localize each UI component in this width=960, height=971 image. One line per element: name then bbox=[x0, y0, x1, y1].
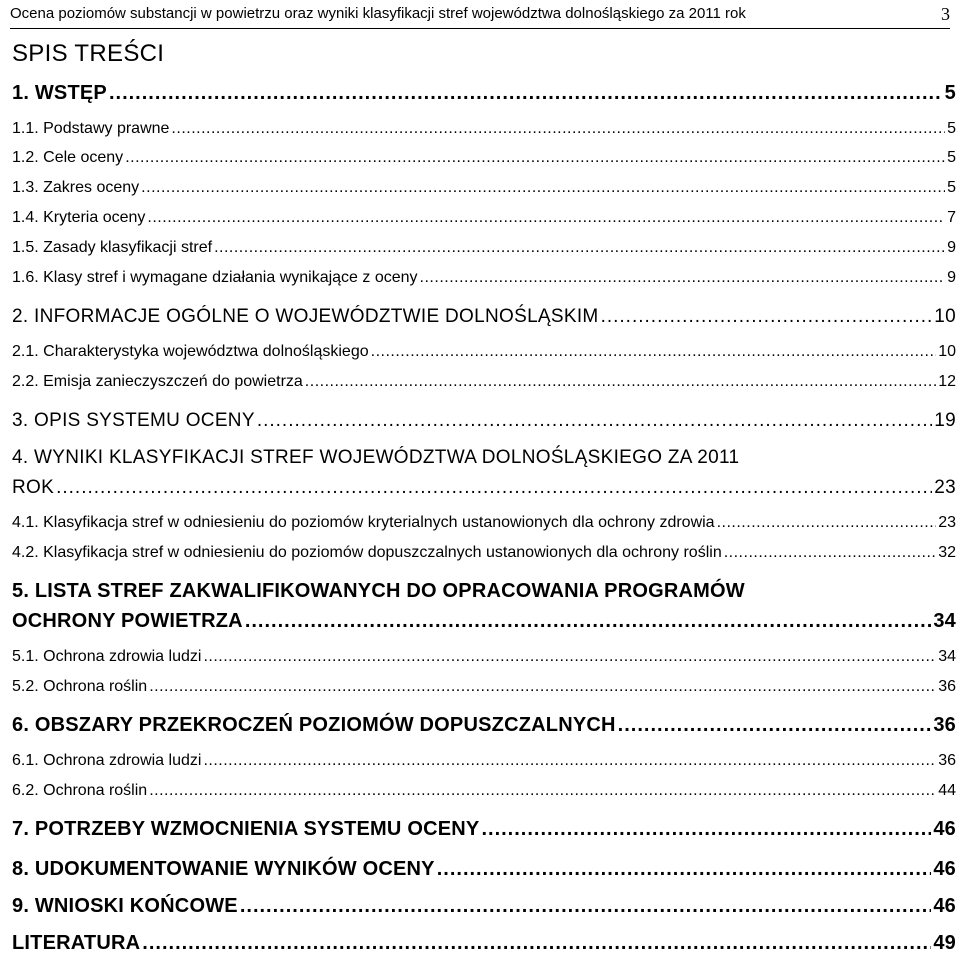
toc-entry-page: 46 bbox=[933, 858, 956, 880]
toc-entry-page: 36 bbox=[938, 678, 956, 695]
toc-entry-label: ROK bbox=[12, 477, 55, 498]
header-page-number: 3 bbox=[941, 4, 950, 24]
toc-entry-2[interactable] bbox=[12, 306, 956, 328]
toc-entry-8[interactable] bbox=[12, 858, 956, 881]
toc-entry-5-title: 5. LISTA STREF ZAKWALIFIKOWANYCH DO OPRACOWANIA PROGRAMÓW bbox=[12, 580, 745, 602]
toc-entry-literatura[interactable] bbox=[12, 932, 956, 955]
toc-entry-9[interactable] bbox=[12, 895, 956, 918]
toc-entry-4-1[interactable] bbox=[12, 514, 956, 532]
toc-entry-label: 3. OPIS SYSTEMU OCENY bbox=[12, 410, 255, 431]
toc-entry-page: 7 bbox=[947, 209, 956, 226]
toc-entry-page: 5 bbox=[947, 120, 956, 137]
toc-heading: SPIS TREŚCI bbox=[12, 40, 165, 67]
toc-entry-5[interactable] bbox=[12, 610, 956, 633]
toc-entry-label: 4.1. Klasyfikacja stref w odniesieniu do poziomów kryterialnych ustanowionych dla ochrony zdrowia bbox=[12, 514, 715, 531]
page-header bbox=[10, 4, 950, 29]
toc-entry-4-title: 4. WYNIKI KLASYFIKACJI STREF WOJEWÓDZTWA DOLNOŚLĄSKIEGO ZA 2011 bbox=[12, 447, 740, 468]
header-title: Ocena poziomów substancji w powietrzu oraz wyniki klasyfikacji stref województwa dolnośląskiego za 2011 rok bbox=[10, 5, 746, 22]
toc-entry-page: 46 bbox=[933, 818, 956, 840]
toc-entry-page: 5 bbox=[944, 82, 956, 104]
toc-entry-label: 6.2. Ochrona roślin bbox=[12, 782, 148, 799]
toc-entry-label: 1.5. Zasady klasyfikacji stref bbox=[12, 239, 213, 256]
toc-entry-page: 36 bbox=[938, 752, 956, 769]
toc-entry-7[interactable] bbox=[12, 818, 956, 841]
toc-entry-label: 7. POTRZEBY WZMOCNIENIA SYSTEMU OCENY bbox=[12, 818, 480, 840]
toc-entry-page: 12 bbox=[938, 373, 956, 390]
toc-entry-label: 6. OBSZARY PRZEKROCZEŃ POZIOMÓW DOPUSZCZALNYCH bbox=[12, 714, 616, 736]
toc-entry-1-1[interactable] bbox=[12, 120, 956, 138]
toc-entry-page: 9 bbox=[947, 269, 956, 286]
toc-entry-label: 9. WNIOSKI KOŃCOWE bbox=[12, 895, 238, 917]
toc-entry-label: 1. WSTĘP bbox=[12, 82, 107, 104]
toc-entry-label: 1.1. Podstawy prawne bbox=[12, 120, 170, 137]
toc-entry-page: 23 bbox=[938, 514, 956, 531]
toc-entry-page: 44 bbox=[938, 782, 956, 799]
toc-entry-1-4[interactable] bbox=[12, 209, 956, 227]
toc-entry-page: 5 bbox=[947, 179, 956, 196]
toc-entry-page: 23 bbox=[934, 477, 956, 498]
toc-entry-page: 9 bbox=[947, 239, 956, 256]
toc-entry-page: 5 bbox=[947, 149, 956, 166]
toc-entry-4[interactable] bbox=[12, 477, 956, 499]
toc-entry-6[interactable] bbox=[12, 714, 956, 737]
toc-entry-5-1[interactable] bbox=[12, 648, 956, 666]
toc-entry-5-2[interactable] bbox=[12, 678, 956, 696]
toc-entry-page: 34 bbox=[938, 648, 956, 665]
toc-entry-page: 19 bbox=[934, 410, 956, 431]
toc-entry-page: 34 bbox=[933, 610, 956, 632]
toc-entry-label: 2.1. Charakterystyka województwa dolnośląskiego bbox=[12, 343, 369, 360]
toc-entry-1[interactable] bbox=[12, 82, 956, 105]
toc-entry-label: 1.6. Klasy stref i wymagane działania wynikające z oceny bbox=[12, 269, 418, 286]
toc-entry-page: 46 bbox=[933, 895, 956, 917]
toc-entry-label: 2.2. Emisja zanieczyszczeń do powietrza bbox=[12, 373, 303, 390]
toc-entry-page: 49 bbox=[933, 932, 956, 954]
toc-entry-label: OCHRONY POWIETRZA bbox=[12, 610, 243, 632]
toc-entry-1-2[interactable] bbox=[12, 149, 956, 167]
toc-entry-6-2[interactable] bbox=[12, 782, 956, 800]
toc-entry-4-2[interactable] bbox=[12, 544, 956, 562]
toc-entry-2-1[interactable] bbox=[12, 343, 956, 361]
toc-entry-page: 32 bbox=[938, 544, 956, 561]
toc-entry-label: 1.4. Kryteria oceny bbox=[12, 209, 146, 226]
toc-entry-6-1[interactable] bbox=[12, 752, 956, 770]
toc-entry-page: 10 bbox=[938, 343, 956, 360]
toc-entry-label: 1.3. Zakres oceny bbox=[12, 179, 140, 196]
toc-entry-page: 36 bbox=[933, 714, 956, 736]
toc-entry-label: 6.1. Ochrona zdrowia ludzi bbox=[12, 752, 202, 769]
toc-entry-label: 5.2. Ochrona roślin bbox=[12, 678, 148, 695]
toc-entry-label: 5.1. Ochrona zdrowia ludzi bbox=[12, 648, 202, 665]
toc-entry-label: 1.2. Cele oceny bbox=[12, 149, 124, 166]
toc-entry-1-3[interactable] bbox=[12, 179, 956, 197]
toc-entry-label: 4.2. Klasyfikacja stref w odniesieniu do poziomów dopuszczalnych ustanowionych dla ochrony roślin bbox=[12, 544, 722, 561]
toc-entry-1-6[interactable] bbox=[12, 269, 956, 287]
toc-entry-2-2[interactable] bbox=[12, 373, 956, 391]
toc-entry-page: 10 bbox=[934, 306, 956, 327]
toc-entry-label: 8. UDOKUMENTOWANIE WYNIKÓW OCENY bbox=[12, 858, 435, 880]
toc-entry-label: LITERATURA bbox=[12, 932, 141, 954]
toc-entry-1-5[interactable] bbox=[12, 239, 956, 257]
toc-entry-label: 2. INFORMACJE OGÓLNE O WOJEWÓDZTWIE DOLNOŚLĄSKIM bbox=[12, 306, 599, 327]
toc-entry-3[interactable] bbox=[12, 410, 956, 432]
